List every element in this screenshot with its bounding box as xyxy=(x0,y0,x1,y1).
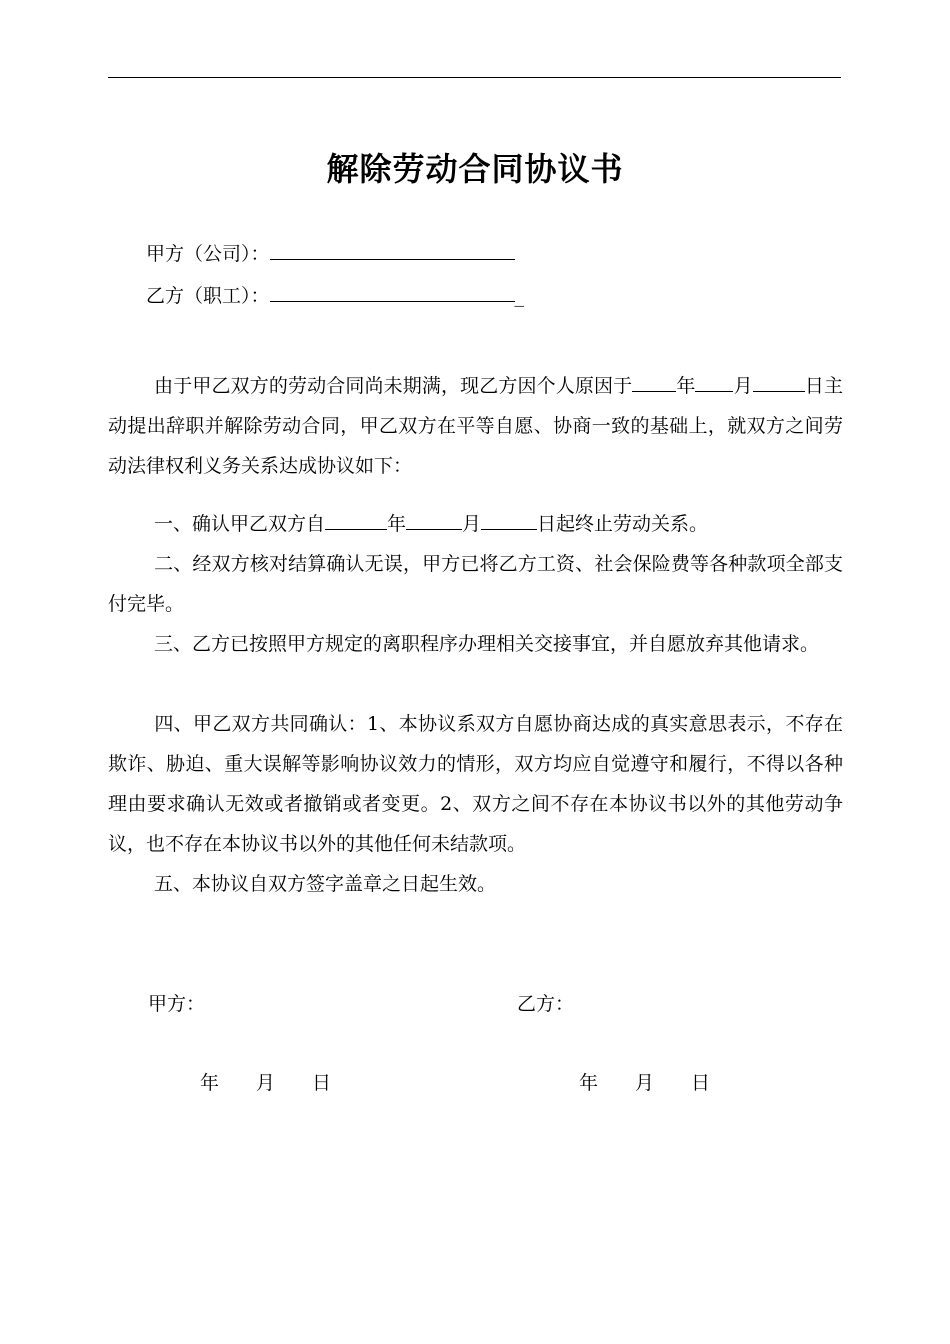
signature-party-b: 乙方： xyxy=(517,993,575,1015)
intro-paragraph: 由于甲乙双方的劳动合同尚未期满，现乙方因个人原因于 年 月 日主动提出辞职并解除劳动合同，甲乙双方在平等自愿、协商一致的基础上，就双方之间劳动法律权利义务关系达成协议如下： xyxy=(108,375,843,477)
party-b-date-year: 年 xyxy=(579,1072,599,1094)
document-title: 解除劳动合同协议书 xyxy=(326,150,624,188)
party-b-date-month: 月 xyxy=(635,1072,655,1094)
party-a-date-year: 年 xyxy=(200,1072,220,1094)
clause-5: 五、本协议自双方签字盖章之日起生效。 xyxy=(154,873,497,895)
header-rule xyxy=(108,77,841,78)
party-a-date-day: 日 xyxy=(312,1072,332,1094)
intro-day-blank[interactable] xyxy=(753,373,805,392)
signature-party-a: 甲方： xyxy=(148,993,206,1015)
party-b-trailing: _ xyxy=(514,285,525,307)
party-b-date-day: 日 xyxy=(691,1072,711,1094)
party-a-line xyxy=(146,240,515,268)
clause-3: 三、乙方已按照甲方规定的离职程序办理相关交接事宜，并自愿放弃其他请求。 xyxy=(154,633,820,655)
intro-month-blank[interactable] xyxy=(695,373,733,392)
clause1-month-blank[interactable] xyxy=(406,511,462,530)
clause-2: 二、经双方核对结算确认无误，甲方已将乙方工资、社会保险费等各种款项全部支付完毕。 xyxy=(108,553,843,615)
clause1-year-blank[interactable] xyxy=(325,511,387,530)
clause1-day-blank[interactable] xyxy=(481,511,537,530)
party-b-blank[interactable] xyxy=(270,283,515,302)
clause-1: 一、确认甲乙双方自 年 月 日起终止劳动关系。 xyxy=(154,513,709,535)
party-b-line xyxy=(146,282,524,310)
party-a-date-month: 月 xyxy=(256,1072,276,1094)
party-a-label: 甲方（公司）： xyxy=(146,243,270,265)
party-b-label: 乙方（职工）： xyxy=(146,285,270,307)
party-a-blank[interactable] xyxy=(270,241,515,260)
intro-year-blank[interactable] xyxy=(632,373,676,392)
clause-4: 四、甲乙双方共同确认：1、本协议系双方自愿协商达成的真实意思表示，不存在欺诈、胁迫、重大误解等影响协议效力的情形，双方均应自觉遵守和履行，不得以各种理由要求确认无效或者撤销或者变更。2、双方之间不存在本协议书以外的其他劳动争议，也不存在本协议书以外的其他任何未结款项。 xyxy=(108,713,843,855)
